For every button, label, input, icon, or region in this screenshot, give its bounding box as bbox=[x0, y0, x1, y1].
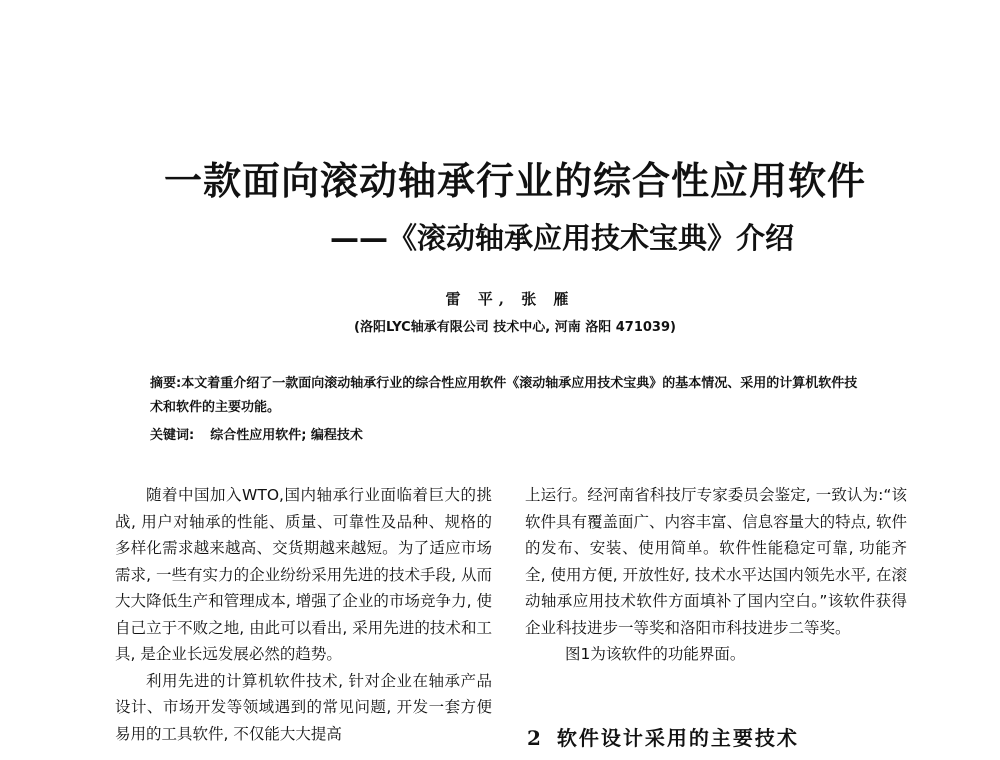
section-title: 软件设计采用的主要技术 bbox=[556, 726, 799, 750]
section-heading bbox=[527, 722, 799, 751]
abstract-label: 摘要: bbox=[150, 376, 182, 391]
body-column-right bbox=[525, 482, 907, 668]
paper-subtitle: ——《滚动轴承应用技术宝典》介绍 bbox=[330, 221, 795, 255]
section-number: 2 bbox=[527, 726, 543, 750]
body-paragraph: 利用先进的计算机软件技术, 针对企业在轴承产品设计、市场开发等领域遇到的常见问题, 开发一套方便易用的工具软件, 不仅能大大提高 bbox=[115, 671, 492, 743]
figure-reference: 图1为该软件的功能界面。 bbox=[565, 645, 746, 663]
authors: 雷 平, 张 雁 bbox=[445, 290, 575, 308]
keywords bbox=[150, 424, 363, 443]
paper-title: 一款面向滚动轴承行业的综合性应用软件 bbox=[163, 159, 866, 203]
keywords-label: 关键词: bbox=[150, 428, 195, 443]
body-column-left bbox=[115, 482, 492, 747]
body-paragraph: 随着中国加入WTO,国内轴承行业面临着巨大的挑战, 用户对轴承的性能、质量、可靠性及品种、规格的多样化需求越来越高、交货期越来越短。为了适应市场需求, 一些有实力的企业纷纷采用先进的技术手段, 从而大大降低生产和管理成本, 增强了企业的市场竞争力, 使自己立于不败之地, 由此可以看出, 采用先进的技术和工具, 是企业长远发展必然的趋势。 bbox=[115, 486, 492, 663]
abstract bbox=[150, 372, 870, 420]
body-paragraph: 上运行。经河南省科技厅专家委员会鉴定, 一致认为:“该软件具有覆盖面广、内容丰富、信息容量大的特点, 软件的发布、安装、使用简单。软件性能稳定可靠, 功能齐全, 使用方便, 开放性好, 技术水平达国内领先水平, 在滚动轴承应用技术软件方面填补了国内空白。”该软件获得企业科技进步一等奖和洛阳市科技进步二等奖。 bbox=[525, 486, 907, 637]
keywords-text: 综合性应用软件; 编程技术 bbox=[210, 428, 363, 443]
abstract-text: 本文着重介绍了一款面向滚动轴承行业的综合性应用软件《滚动轴承应用技术宝典》的基本情况、采用的计算机软件技术和软件的主要功能。 bbox=[150, 376, 858, 415]
affiliation: (洛阳LYC轴承有限公司 技术中心, 河南 洛阳 471039) bbox=[354, 320, 676, 335]
